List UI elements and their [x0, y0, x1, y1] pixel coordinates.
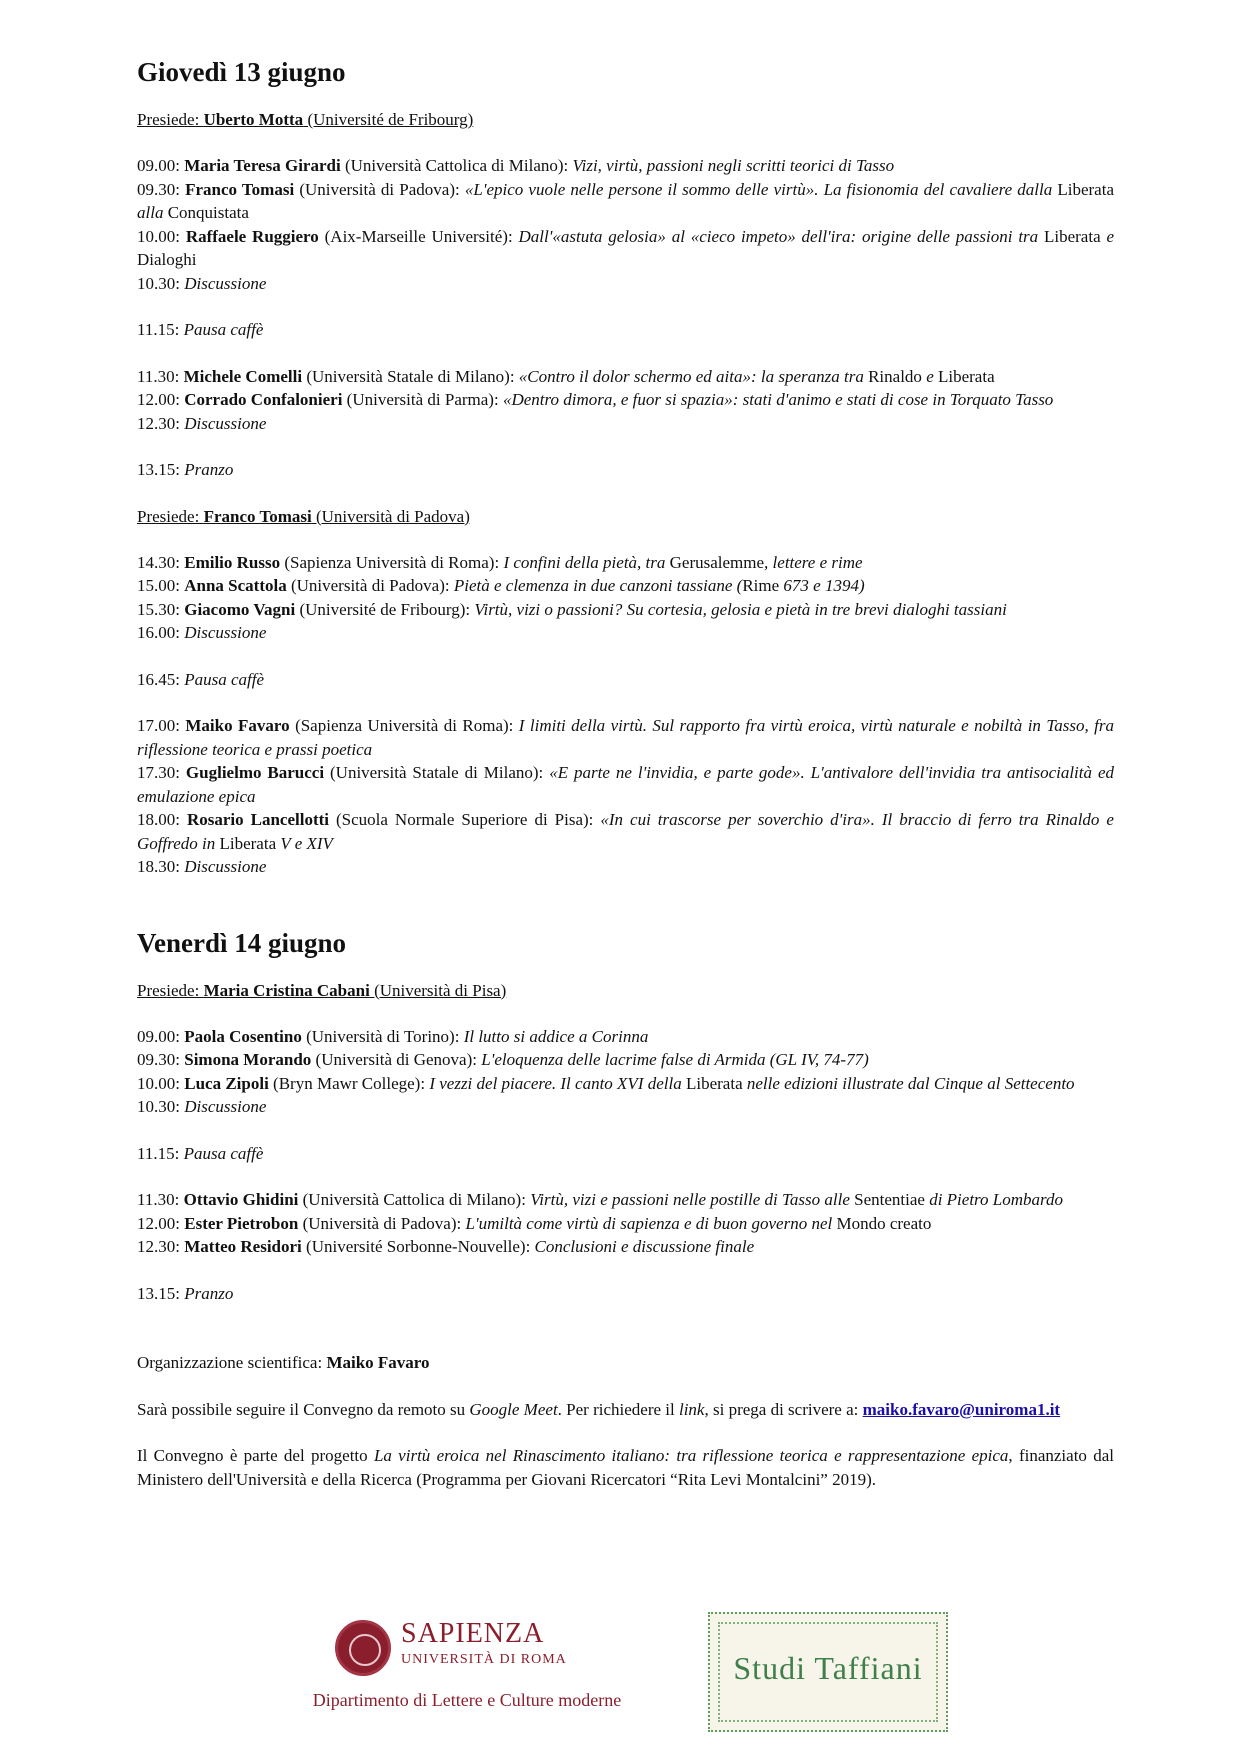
organizer-line: Organizzazione scientifica: Maiko Favaro: [137, 1353, 430, 1372]
program-item: 10.00: Luca Zipoli (Bryn Mawr College): I vezzi del piacere. Il canto XVI della Liberata nelle edizioni illustrate dal Cinque al Settecento: [137, 1073, 1075, 1093]
program-item: 17.00: Maiko Favaro (Sapienza Università di Roma): I limiti della virtù. Sul rapporto fra virtù eroica, virtù naturale e nobiltà in Tasso, fra riflessione teorica e prassi poetica: [137, 716, 1114, 759]
studi-taffiani-logo: [708, 1612, 948, 1732]
program-item: 09.30: Franco Tomasi (Università di Padova): «L'epico vuole nelle persone il sommo delle virtù». La fisionomia del cavaliere dalla Liberata alla Conquistata: [137, 179, 1114, 222]
lunch-break: 13.15: Pranzo: [137, 460, 234, 479]
program-item: 11.30: Michele Comelli (Università Statale di Milano): «Contro il dolor schermo ed aita»: la speranza tra Rinaldo e Liberata: [137, 366, 995, 386]
coffee-break: 11.15: Pausa caffè: [137, 1143, 264, 1163]
program-item: 09.30: Simona Morando (Università di Genova): L'eloquenza delle lacrime false di Armida (GL IV, 74-77): [137, 1050, 869, 1069]
chair-line-2: Presiede: Franco Tomasi (Università di Padova): [137, 506, 470, 526]
chair-line-3: Presiede: Maria Cristina Cabani (Università di Pisa): [137, 980, 507, 1000]
program-item: 10.00: Raffaele Ruggiero (Aix-Marseille Université): Dall'«astuta gelosia» al «cieco impeto» dell'ira: origine delle passioni tra Liberata e Dialoghi: [137, 226, 1115, 269]
program-item: 18.30: Discussione: [137, 857, 267, 876]
day-heading-thursday: Giovedì 13 giugno: [137, 57, 346, 87]
studi-taffiani-text: Studi Taffiani: [733, 1650, 923, 1686]
program-item: 16.00: Discussione: [137, 623, 267, 642]
lunch-break: 13.15: Pranzo: [137, 1283, 234, 1303]
program-item: 14.30: Emilio Russo (Sapienza Università di Roma): I confini della pietà, tra Gerusalemme, lettere e rime: [137, 552, 863, 572]
coffee-break: 11.15: Pausa caffè: [137, 320, 264, 339]
program-item: 15.00: Anna Scattola (Università di Padova): Pietà e clemenza in due canzoni tassiane (Rime 673 e 1394): [137, 576, 865, 595]
program-item: 09.00: Paola Cosentino (Università di Torino): Il lutto si addice a Corinna: [137, 1026, 649, 1046]
program-item: 12.00: Corrado Confalonieri (Università di Parma): «Dentro dimora, e fuor si spazia»: stati d'animo e stati di cose in Torquato Tasso: [137, 390, 1054, 409]
program-item: 09.00: Maria Teresa Girardi (Università Cattolica di Milano): Vizi, virtù, passioni negli scritti teorici di Tasso: [137, 156, 895, 175]
program-item: 18.00: Rosario Lancellotti (Scuola Normale Superiore di Pisa): «In cui trascorse per soverchio d'ira». Il braccio di ferro tra Rinaldo e Goffredo in Liberata V e XIV: [137, 810, 1114, 853]
document-page: [137, 50, 1114, 1491]
department-name: Dipartimento di Lettere e Culture moderne: [312, 1690, 622, 1710]
program-item: 11.30: Ottavio Ghidini (Università Cattolica di Milano): Virtù, vizi e passioni nelle postille di Tasso alle Sententiae di Pietro Lombardo: [137, 1190, 1064, 1209]
coffee-break: 16.45: Pausa caffè: [137, 669, 265, 689]
program-item: 12.30: Matteo Residori (Université Sorbonne-Nouvelle): Conclusioni e discussione finale: [137, 1237, 755, 1256]
remote-info: Sarà possibile seguire il Convegno da remoto su Google Meet. Per richiedere il link, si prega di scrivere a: maiko.favaro@uniroma1.it: [137, 1399, 1061, 1419]
sapienza-logo: [287, 1612, 647, 1712]
day-heading-friday: Venerdì 14 giugno: [137, 927, 347, 958]
sapienza-subtitle: UNIVERSITÀ DI ROMA: [401, 1652, 567, 1667]
sapienza-seal-icon: [335, 1620, 391, 1676]
chair-line-1: Presiede: Uberto Motta (Université de Fribourg): [137, 110, 474, 129]
program-item: 10.30: Discussione: [137, 1097, 267, 1116]
program-item: 12.30: Discussione: [137, 413, 267, 433]
program-item: 15.30: Giacomo Vagni (Université de Fribourg): Virtù, vizi o passioni? Su cortesia, gelosia e pietà in tre brevi dialoghi tassiani: [137, 599, 1007, 619]
project-info: Il Convegno è parte del progetto La virtù eroica nel Rinascimento italiano: tra riflessione teorica e rappresentazione epica, finanziato dal Ministero dell'Università e della Ricerca (Programma per Giovani Ricercatori “Rita Levi Montalcini” 2019).: [137, 1446, 1114, 1489]
sapienza-name: SAPIENZA: [401, 1618, 545, 1649]
program-item: 10.30: Discussione: [137, 273, 267, 293]
email-link[interactable]: maiko.favaro@uniroma1.it: [862, 1399, 1061, 1419]
logos-row: [0, 1612, 1241, 1742]
program-item: 17.30: Guglielmo Barucci (Università Statale di Milano): «E parte ne l'invidia, e parte gode». L'antivalore dell'invidia tra antisocialità ed emulazione epica: [137, 763, 1114, 806]
program-item: 12.00: Ester Pietrobon (Università di Padova): L'umiltà come virtù di sapienza e di buon governo nel Mondo creato: [137, 1213, 932, 1233]
